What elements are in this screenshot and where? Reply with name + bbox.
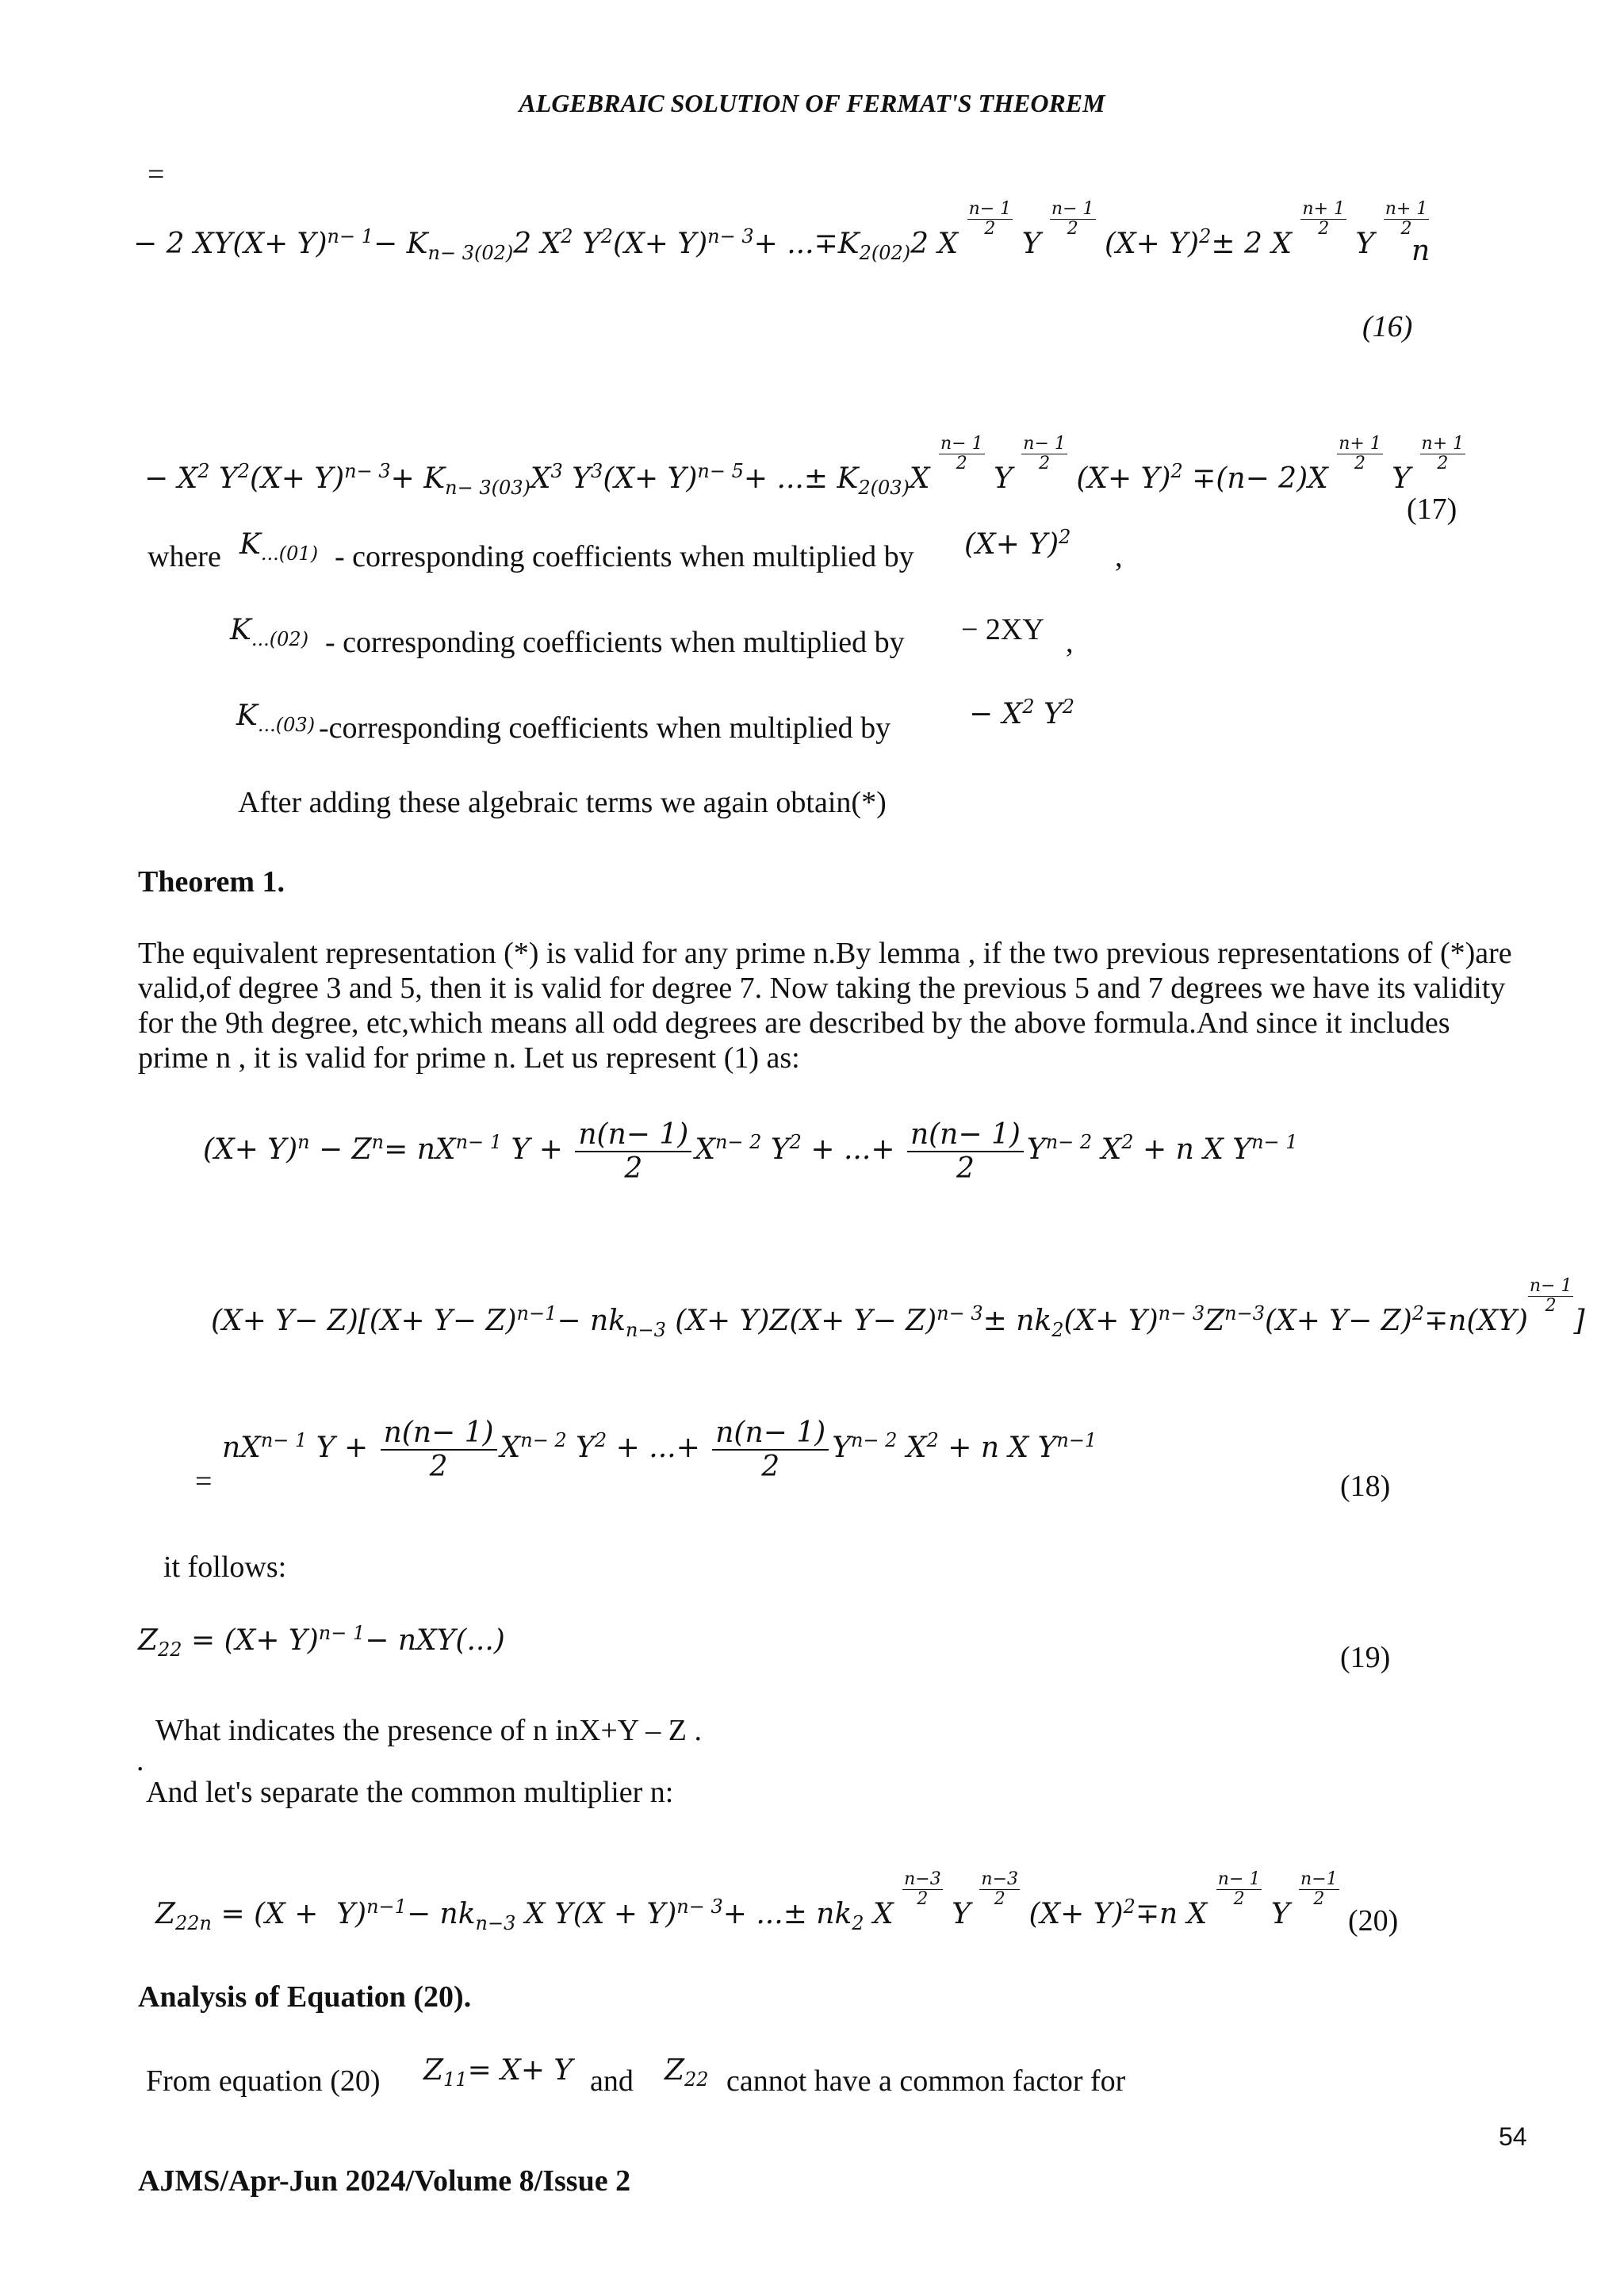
k01-multiplier: $(X+ Y)^2$ — [964, 526, 1071, 561]
after-adding-text: After adding these algebraic terms we again obtain(*) — [238, 786, 887, 819]
equation-representation: $(X+ Y)^n - Z^n= nX^{n- 1}$ Y + $\frac{n(n- 1)}{2}$ $X^{n- 2}$ $Y^2$ + ...+ $\frac{n(n- 1)}{2}$ $Y^{n- 2}$ $X^2 + n$ X $Y^{n- 1}$ — [203, 1118, 1298, 1185]
analysis-heading: Analysis of Equation (20). — [138, 1980, 472, 2014]
theorem-heading: Theorem 1. — [138, 865, 285, 899]
page-number: 54 — [1499, 2122, 1527, 2151]
eq19-number: (19) — [1340, 1641, 1391, 1674]
running-header: ALGEBRAIC SOLUTION OF FERMAT'S THEOREM — [519, 89, 1105, 117]
eq18-equals: = — [195, 1465, 213, 1498]
eq17-number: (17) — [1407, 493, 1457, 526]
k03-description: -corresponding coefficients when multiplied by — [319, 711, 891, 745]
equation-19: $Z_{22} = (X+ Y)^{n- 1}- nXY(...)$ — [138, 1622, 505, 1662]
theorem-body: The equivalent representation (*) is valid for any prime n.By lemma , if the two previous representations of (*)are valid,of degree 3 and 5, then it is valid for degree 7. Now taking the previous 5 and 7 degrees we have its validity for the 9th degree, etc,which means all odd degrees are described by the above formula.And since it includes prime n , it is valid for prime n. Let us represent (1) as: — [138, 937, 1512, 1075]
equation-18-lhs: $(X+ Y- Z)[(X+ Y- Z)^{n-1}- nk_{n-3}$ $(X+ Y)Z(X+ Y- Z)^{n- 3}\pm nk_2(X+ Y)^{n- 3}Z^{n-3}(X+ Y- Z)^2\mp n(XY)$ $\frac{n- 1}{2}$ ] — [211, 1276, 1585, 1342]
k02-multiplier: − 2XY — [961, 613, 1044, 646]
eq16-number: (16) — [1362, 310, 1413, 343]
equation-16: − 2 $XY(X+ Y)^{n- 1}- K_{n- 3(02)}2$ $X^2$ $Y^2(X+ Y)^{n- 3}+ ...\mp K_{2(02)}2$ X $\frac{n- 1}{2}$ Y $\frac{n- 1}{2}$ $(X+ Y)^2\pm 2$ X $\frac{n+ 1}{2}$ Y $\frac{n+ 1}{2}$ — [133, 199, 1428, 265]
eq18-number: (18) — [1340, 1470, 1391, 1503]
k02-comma: , — [1066, 626, 1074, 659]
k02-description: - corresponding coefficients when multiplied by — [325, 626, 905, 659]
presence-text: What indicates the presence of n inX+Y – Z . — [155, 1714, 703, 1747]
from-equation-text: From equation (20) — [146, 2064, 381, 2098]
z22-symbol: $Z_{22}$ — [665, 2054, 709, 2091]
z11-expression: $Z_{11}= X+ Y$ — [423, 2054, 573, 2091]
journal-footer: AJMS/Apr-Jun 2024/Volume 8/Issue 2 — [138, 2164, 631, 2198]
eq16-equals: = — [147, 158, 165, 191]
separate-text: And let's separate the common multiplier n: — [146, 1776, 674, 1809]
equation-18-rhs: $nX^{n- 1}$ Y + $\frac{n(n- 1)}{2}$ $X^{n- 2}$ $Y^2$ + ...+ $\frac{n(n- 1)}{2}$ $Y^{n- 2}$ $X^2 + n$ X $Y^{n-1}$ — [222, 1416, 1097, 1483]
k01-comma: , — [1115, 540, 1123, 573]
eq16-n-tail: n — [1411, 235, 1431, 267]
k01-symbol: $K_{...(01)}$ — [239, 528, 319, 565]
equation-20: $Z_{22n} = (X + Y)^{n-1}- nk_{n-3}$ X $Y(X + Y)^{n- 3}+$ ...± $nk_2$ X $\frac{n-3}{2}$ Y $\frac{n-3}{2}$ $(X+ Y)^2\mp n$ X $\frac{n- 1}{2}$ Y $\frac{n-1}{2}$ — [155, 1869, 1338, 1935]
stray-dot: . — [136, 1744, 144, 1777]
equation-17: − $X^2$ $Y^2(X+ Y)^{n- 3}+ K_{n- 3(03)}X^3$ $Y^3(X+ Y)^{n- 5}+$ ...± $K_{2(03)}X$ $\frac{n- 1}{2}$ Y $\frac{n- 1}{2}$ $(X+ Y)^2 \mp(n- 2)X$ $\frac{n+ 1}{2}$ Y $\frac{n+ 1}{2}$ — [144, 434, 1465, 500]
k03-symbol: $K_{...(03)}$ — [236, 700, 316, 737]
k03-multiplier: − $X^2$ $Y^2$ — [969, 696, 1075, 730]
cannot-have-text: cannot have a common factor for — [726, 2064, 1126, 2098]
it-follows-text: it follows: — [163, 1550, 287, 1584]
k01-description: - corresponding coefficients when multiplied by — [335, 540, 914, 573]
where-label: where — [147, 540, 221, 573]
eq20-number: (20) — [1348, 1904, 1399, 1938]
and-text: and — [590, 2064, 634, 2098]
k02-symbol: $K_{...(02)}$ — [230, 614, 309, 651]
